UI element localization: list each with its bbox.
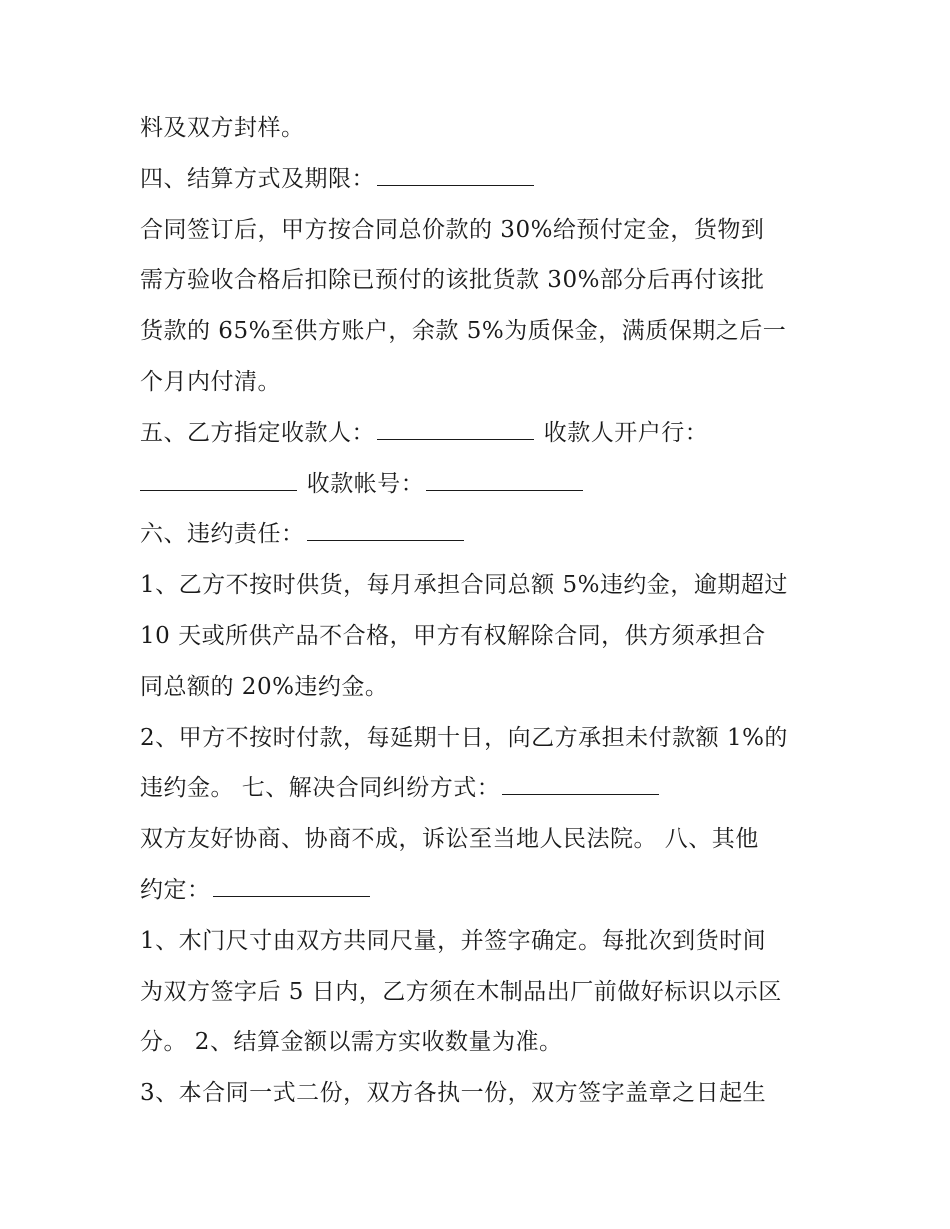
bank-blank <box>140 489 297 491</box>
section-heading-settlement <box>140 154 820 205</box>
text-line <box>140 103 820 154</box>
text-line <box>140 967 820 1018</box>
line-text: 需方验收合格后扣除已预付的该批货款 30%部分后再付该批 <box>140 267 765 294</box>
line-text: 约定： <box>140 876 211 903</box>
text-line <box>140 713 820 764</box>
text-line <box>140 357 820 408</box>
fill-in-blank <box>307 539 464 541</box>
line-text: 同总额的 20%违约金。 <box>140 673 389 700</box>
line-text: 2、甲方不按时付款，每延期十日，向乙方承担未付款额 1%的 <box>140 724 788 751</box>
text-line <box>140 205 820 256</box>
fill-in-blank <box>213 895 370 897</box>
text-line <box>140 916 820 967</box>
text-line <box>140 662 820 713</box>
line-text: 为双方签字后 5 日内，乙方须在木制品出厂前做好标识以示区 <box>140 978 782 1005</box>
contract-body <box>140 103 820 1119</box>
line-text: 3、本合同一式二份，双方各执一份，双方签字盖章之日起生 <box>140 1080 767 1107</box>
line-text: 分。 2、结算金额以需方实收数量为准。 <box>140 1029 563 1056</box>
line-text: 违约金。 七、解决合同纠纷方式： <box>140 775 501 802</box>
account-number-blank <box>426 489 583 491</box>
line-text: 四、结算方式及期限： <box>140 165 375 192</box>
line-text: 六、违约责任： <box>140 521 305 548</box>
line-text: 五、乙方指定收款人： <box>140 419 375 446</box>
text-line <box>140 611 820 662</box>
section-heading-dispute <box>140 763 820 814</box>
line-text: 收款人开户行： <box>536 419 709 446</box>
line-text: 1、木门尺寸由双方共同尺量，并签字确定。每批次到货时间 <box>140 927 767 954</box>
section-heading-payee <box>140 408 820 459</box>
payee-blank <box>377 438 534 440</box>
text-line <box>140 459 820 510</box>
text-line <box>140 560 820 611</box>
text-line <box>140 255 820 306</box>
fill-in-blank <box>377 184 534 186</box>
line-text: 货款的 65%至供方账户，余款 5%为质保金，满质保期之后一 <box>140 318 787 345</box>
line-text: 10 天或所供产品不合格，甲方有权解除合同，供方须承担合 <box>140 622 766 649</box>
line-text: 1、乙方不按时供货，每月承担合同总额 5%违约金，逾期超过 <box>140 572 788 599</box>
line-text: 料及双方封样。 <box>140 115 305 141</box>
fill-in-blank <box>502 793 659 795</box>
line-text: 合同签订后，甲方按合同总价款的 30%给预付定金，货物到 <box>140 216 765 243</box>
line-text: 双方友好协商、协商不成，诉讼至当地人民法院。 八、其他 <box>140 826 759 853</box>
section-heading-liability <box>140 509 820 560</box>
text-line <box>140 306 820 357</box>
text-line <box>140 1017 820 1068</box>
line-text: 收款帐号： <box>299 470 425 497</box>
line-text: 个月内付清。 <box>140 368 281 395</box>
text-line <box>140 1068 820 1119</box>
section-heading-other <box>140 865 820 916</box>
text-line <box>140 814 820 865</box>
